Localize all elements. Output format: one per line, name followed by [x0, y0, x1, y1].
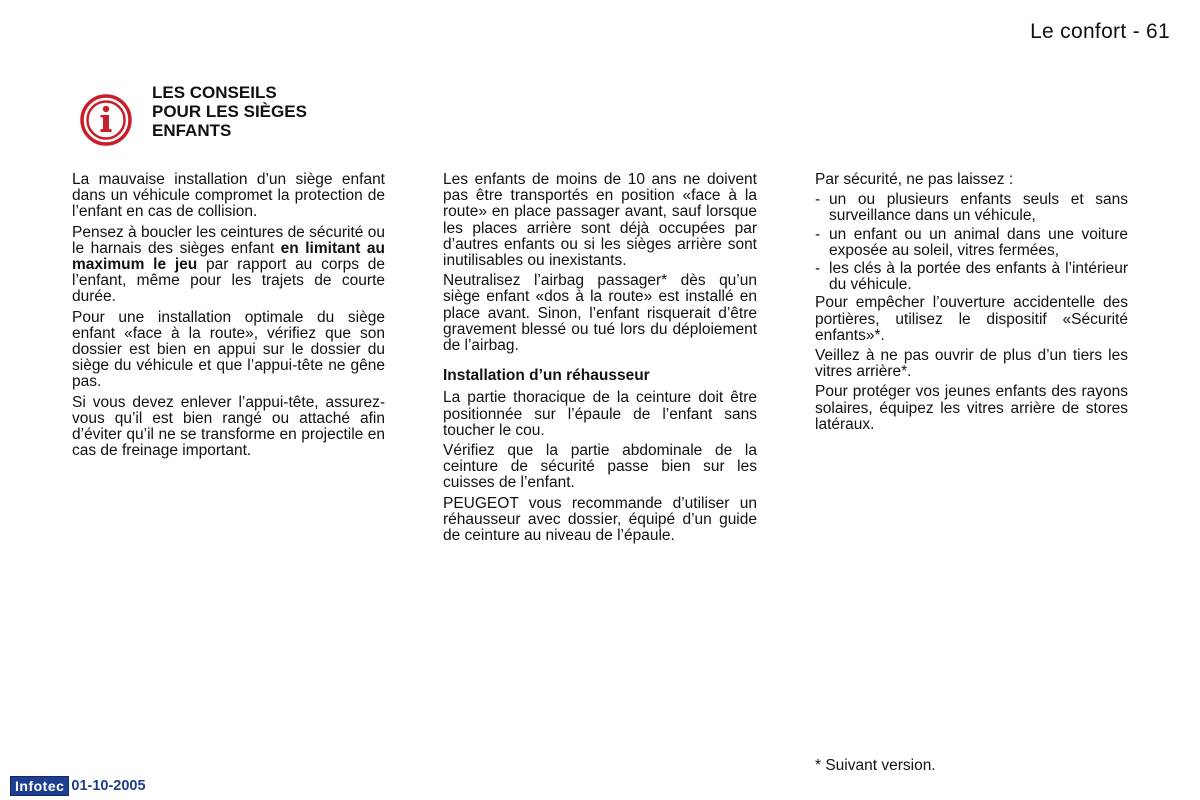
paragraph [72, 225, 385, 306]
infotec-badge: Infotec [10, 776, 69, 796]
paragraph: Si vous devez enlever l’appui-tête, assurez-vous qu’il est bien rangé ou attaché afin d’éviter qu’il ne se transforme en projectile en cas de freinage important. [72, 393, 385, 460]
paragraph: Neutralisez l’airbag passager* dès qu’un siège enfant «dos à la route» est installé en place avant. Sinon, l’enfant risquerait d’être gravement blessé ou tué lors du déploiement de l’airbag. [443, 272, 757, 355]
paragraph: Par sécurité, ne pas laissez : [815, 171, 1014, 188]
column-right [815, 172, 1128, 437]
paragraph: Vérifiez que la partie abdominale de la ceinture de sécurité passe bien sur les cuisses de l’enfant. [443, 442, 757, 492]
footer-date: 01-10-2005 [71, 778, 146, 794]
column-middle [443, 172, 757, 548]
section-title-line: LES CONSEILS [152, 83, 277, 102]
paragraph: Pour une installation optimale du siège enfant «face à la route», vérifiez que son dossier est bien en appui sur le dossier du siège du véhicule et que l’appui-tête ne gêne pas. [72, 308, 385, 391]
emphasis-text: en limitant au maximum le jeu [72, 239, 386, 274]
paragraph: Pour empêcher l’ouverture accidentelle des portières, utilisez le dispositif «Sécurité enfants»*. [815, 294, 1128, 344]
section-title [152, 83, 307, 140]
paragraph-text: Pensez à boucler les ceintures de sécurité ou le harnais des sièges enfant [72, 223, 385, 257]
paragraph: Pour protéger vos jeunes enfants des rayons solaires, équipez les vitres arrière de stores latéraux. [815, 383, 1128, 433]
paragraph: Veillez à ne pas ouvrir de plus d’un tiers les vitres arrière*. [815, 347, 1128, 381]
paragraph: La mauvaise installation d’un siège enfant dans un véhicule compromet la protection de l’enfant en cas de collision. [72, 171, 385, 221]
paragraph: PEUGEOT vous recommande d’utiliser un réhausseur avec dossier, équipé d’un guide de ceinture au niveau de l’épaule. [443, 494, 757, 545]
subheading: Installation d’un réhausseur [443, 367, 650, 385]
paragraph: Les enfants de moins de 10 ans ne doivent pas être transportés en position «face à la route» en place passager avant, sauf lorsque les places arrière sont déjà occupées par d’autres enfants ou si les sièges arrière sont inutilisables ou inexistants. [443, 171, 757, 270]
page-header: Le confort - 61 [1030, 20, 1170, 43]
dash-list [815, 192, 1128, 293]
section-title-line: ENFANTS [152, 121, 232, 140]
paragraph: La partie thoracique de la ceinture doit être positionnée sur l’épaule de l’enfant sans toucher le cou. [443, 389, 757, 439]
footer [10, 776, 146, 796]
info-icon [80, 94, 132, 146]
column-left [72, 172, 385, 463]
section-title-line: POUR LES SIÈGES [152, 102, 307, 121]
list-item: - les clés à la portée des enfants à l’intérieur du véhicule. [815, 261, 1128, 293]
list-item: - un enfant ou un animal dans une voiture exposée au soleil, vitres fermées, [815, 227, 1128, 259]
list-item: - un ou plusieurs enfants seuls et sans surveillance dans un véhicule, [815, 192, 1128, 224]
footnote: * Suivant version. [815, 757, 936, 774]
paragraph-text: par rapport au corps de l’enfant, même pour les trajets de courte durée. [72, 256, 385, 306]
